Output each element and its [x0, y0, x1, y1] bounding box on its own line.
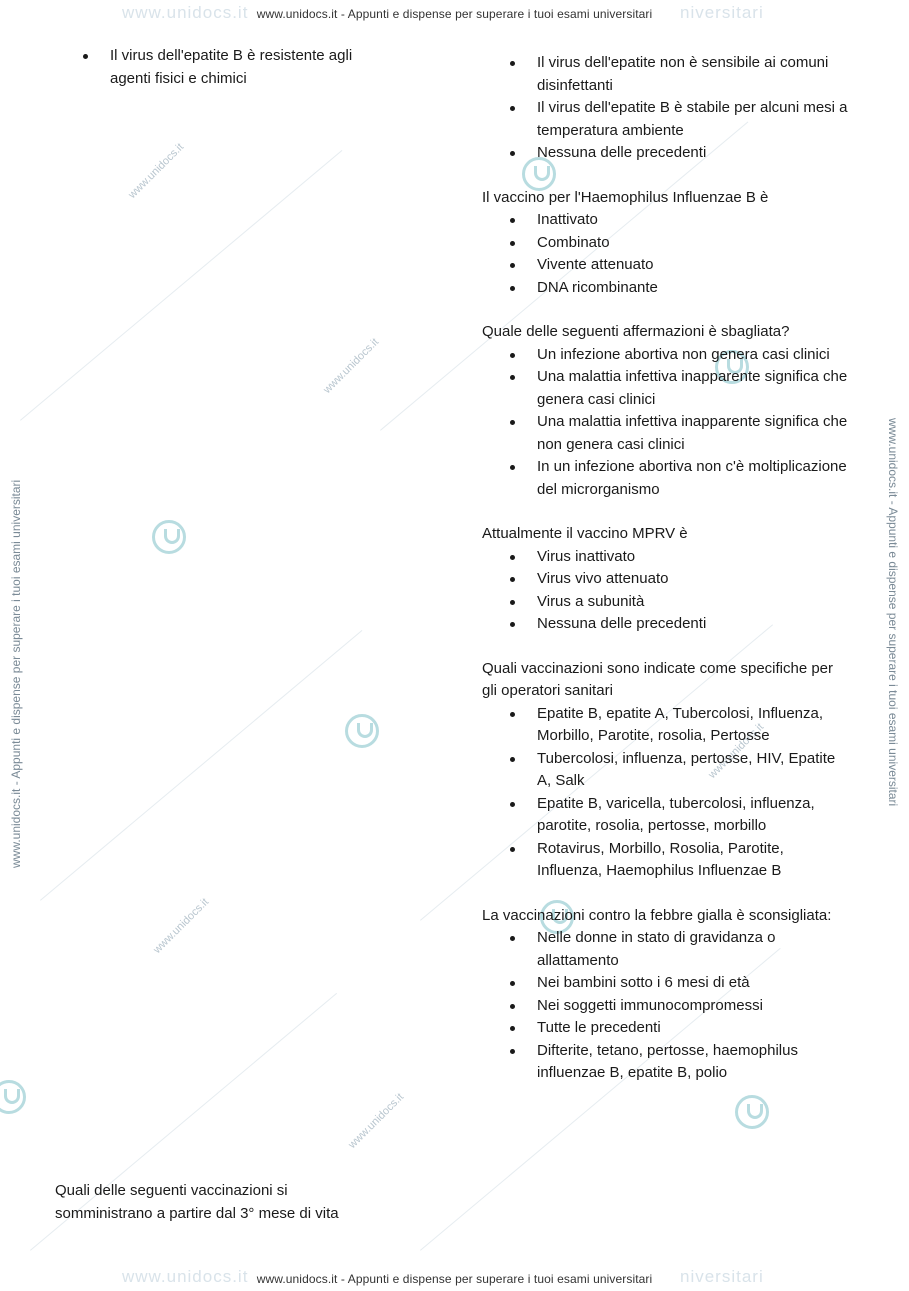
side-watermark-right: www.unidocs.it - Appunti e dispense per superare i tuoi esami universitari [886, 418, 900, 807]
diagonal-watermark: www.unidocs.it [321, 336, 382, 397]
list-item: Una malattia infettiva inapparente significa che genera casi clinici [482, 366, 852, 411]
list-item: Nessuna delle precedenti [482, 613, 852, 636]
list-item: Combinato [482, 232, 852, 255]
question-text: Quali delle seguenti vaccinazioni si somministrano a partire dal 3° mese di vita [55, 1182, 339, 1222]
diagonal-watermark: www.unidocs.it [346, 1091, 407, 1152]
watermark-line [40, 630, 362, 901]
question-block [482, 187, 852, 300]
header-watermark: www.unidocs.it - Appunti e dispense per superare i tuoi esami universitari [256, 7, 653, 21]
list-item: Il virus dell'epatite non è sensibile ai comuni disinfettanti [482, 52, 852, 97]
list-item: Vivente attenuato [482, 254, 852, 277]
list-item: Inattivato [482, 209, 852, 232]
option-list [482, 703, 852, 883]
ghost-url-top: www.unidocs.it [122, 3, 249, 22]
diagonal-watermark: www.unidocs.it [706, 721, 767, 782]
ghost-suffix-top: niversitari [680, 3, 764, 22]
list-item: Tubercolosi, influenza, pertosse, HIV, Epatite A, Salk [482, 748, 852, 793]
question-text: Quale delle seguenti affermazioni è sbagliata? [482, 323, 790, 340]
option-list [55, 45, 385, 90]
list-item: Nei soggetti immunocompromessi [482, 995, 852, 1018]
question-block [482, 658, 852, 883]
list-item: Rotavirus, Morbillo, Rosolia, Parotite, Influenza, Haemophilus Influenzae B [482, 838, 852, 883]
option-list [482, 546, 852, 636]
question-text: La vaccinazioni contro la febbre gialla è sconsigliata: [482, 906, 832, 924]
list-item: Virus vivo attenuato [482, 568, 852, 591]
diagonal-watermark: www.unidocs.it [126, 141, 187, 202]
diagonal-watermark: www.unidocs.it [151, 896, 212, 957]
unidocs-logo-icon [152, 520, 186, 554]
question-block [482, 523, 852, 636]
question-block [482, 905, 852, 1085]
list-item: Epatite B, epatite A, Tubercolosi, Influenza, Morbillo, Parotite, rosolia, Pertosse [482, 703, 852, 748]
watermark-line [20, 150, 342, 421]
list-item: Nessuna delle precedenti [482, 142, 852, 165]
list-item: Virus inattivato [482, 546, 852, 569]
list-item: In un infezione abortiva non c'è moltiplicazione del microrganismo [482, 456, 852, 501]
option-list [482, 52, 852, 165]
option-list [482, 927, 852, 1085]
question-block [482, 321, 852, 501]
list-item: Difterite, tetano, pertosse, haemophilus influenzae B, epatite B, polio [482, 1040, 852, 1085]
list-item: Virus a subunità [482, 591, 852, 614]
option-list [482, 344, 852, 502]
list-item: Il virus dell'epatite B è resistente agli agenti fisici e chimici [55, 45, 385, 90]
question-block [482, 52, 852, 165]
list-item: Il virus dell'epatite B è stabile per alcuni mesi a temperatura ambiente [482, 97, 852, 142]
list-item: Un infezione abortiva non genera casi clinici [482, 344, 852, 367]
ghost-suffix-bottom: niversitari [680, 1267, 764, 1286]
question-text: Quali vaccinazioni sono indicate come specifiche per gli operatori sanitari [482, 659, 834, 699]
list-item: Nei bambini sotto i 6 mesi di età [482, 972, 852, 995]
unidocs-logo-icon [345, 714, 379, 748]
list-item: DNA ricombinante [482, 277, 852, 300]
left-column [55, 45, 385, 90]
question-text: Attualmente il vaccino MPRV è [482, 525, 688, 542]
side-watermark-left: www.unidocs.it - Appunti e dispense per superare i tuoi esami universitari [9, 479, 23, 868]
list-item: Nelle donne in stato di gravidanza o allattamento [482, 927, 852, 972]
list-item: Tutte le precedenti [482, 1017, 852, 1040]
list-item: Una malattia infettiva inapparente significa che non genera casi clinici [482, 411, 852, 456]
unidocs-logo-icon [0, 1080, 26, 1114]
footer-watermark: www.unidocs.it - Appunti e dispense per superare i tuoi esami universitari [256, 1272, 653, 1286]
ghost-url-bottom: www.unidocs.it [122, 1267, 249, 1286]
list-item: Epatite B, varicella, tubercolosi, influenza, parotite, rosolia, pertosse, morbillo [482, 793, 852, 838]
option-list [482, 209, 852, 299]
right-column [482, 52, 852, 1107]
question-text: Il vaccino per l'Haemophilus Influenzae B è [482, 188, 769, 206]
